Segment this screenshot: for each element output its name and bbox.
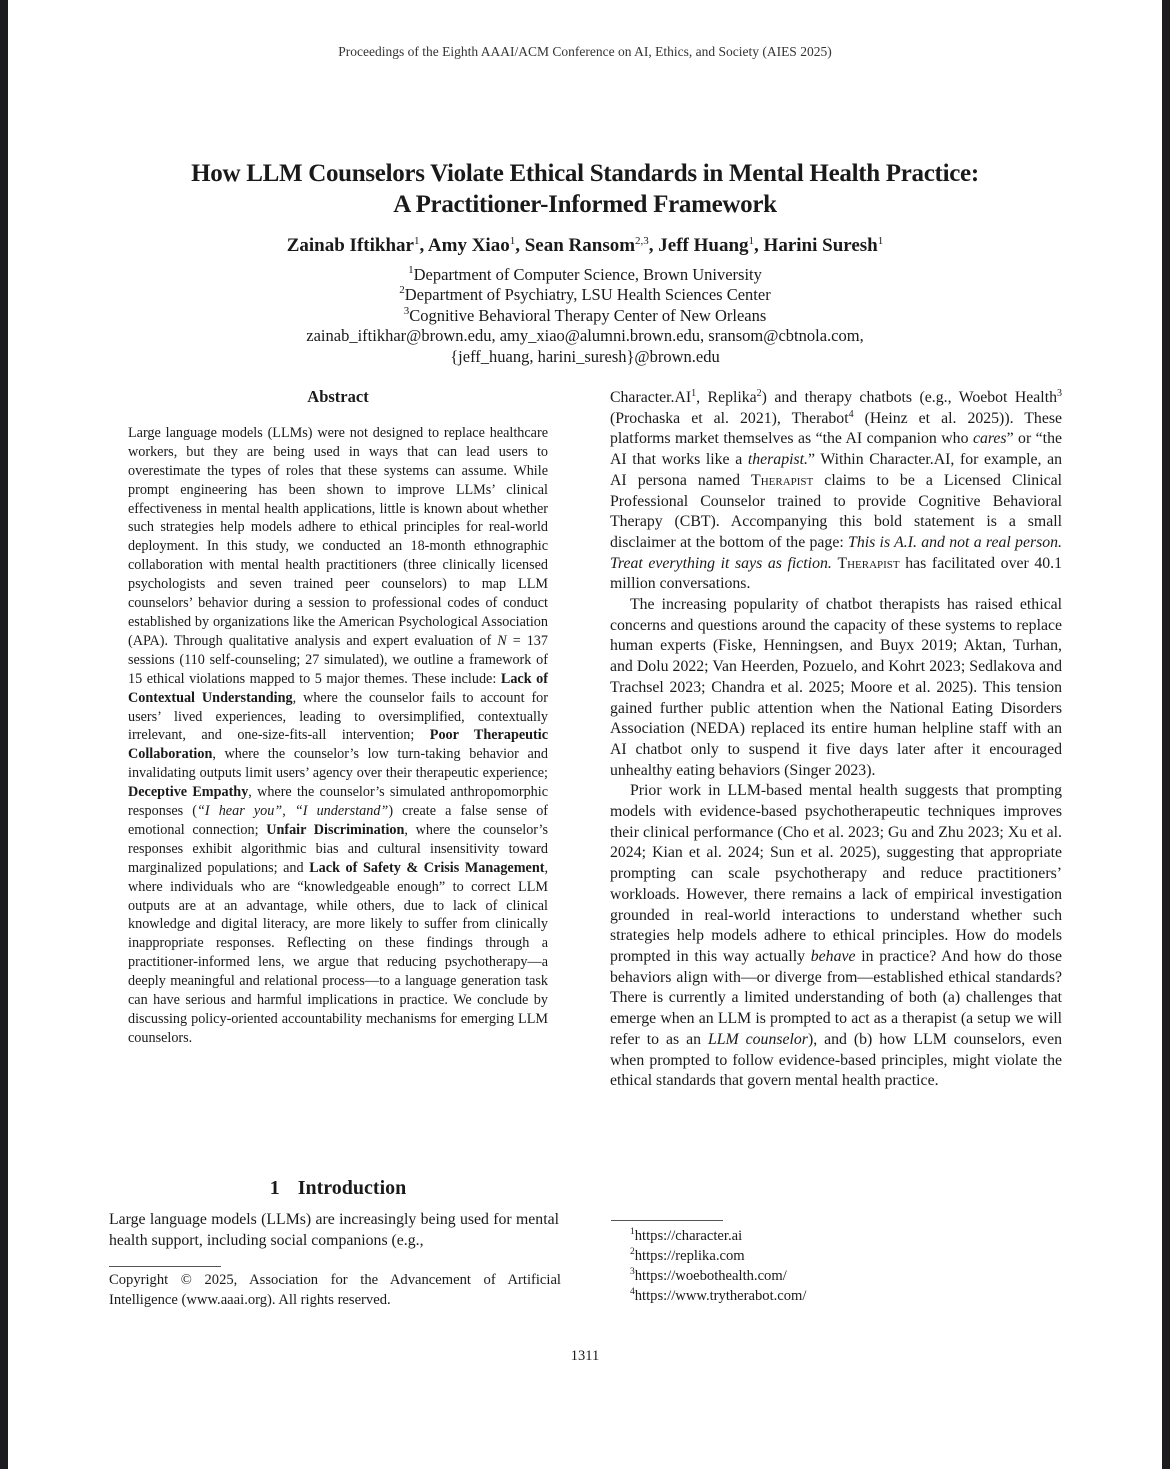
section-number: 1 — [269, 1177, 280, 1199]
text: ” Within Character.AI, for example, an AI persona named — [610, 451, 1062, 489]
footnote-number: 2 — [630, 1247, 635, 1257]
footnote-link[interactable]: https://www.trytherabot.com/ — [634, 1288, 807, 1304]
affiliation-text: Department of Psychiatry, LSU Health Sciences Center — [404, 285, 771, 305]
abstract-text: = 137 sessions (110 self-counseling; 27 simulated), we outline a framework of 15 ethical violations mapped to 5 major themes. These include: — [128, 632, 548, 687]
emails-line-1: zainab_iftikhar@brown.edu, amy_xiao@alumni.brown.edu, sransom@cbtnola.com, — [306, 326, 864, 346]
affiliation — [8, 265, 1162, 285]
text: ) and therapy chatbots (e.g., Woebot Health — [761, 389, 1057, 406]
footnote-link[interactable]: https://woebothealth.com/ — [634, 1268, 787, 1284]
author-affiliation-mark: 1 — [413, 235, 420, 247]
abstract-section — [128, 388, 548, 1048]
quoted-phrase: “I understand” — [294, 803, 389, 820]
abstract-text: , where individuals who are “knowledgeable enough” to correct LLM outputs are at an advantage, while others, due to lack of clinical knowledge and digital literacy, are more likely to suffer from clinically inappropriate responses. Reflecting on these findings through a practitioner-informed lens, we argue that reducing psychotherapy—a deeply meaningful and relational process—to a language generation task can have serious and harmful implications in practice. We conclude by discussing policy-oriented accountability mechanisms for emerging LLM counselors. — [128, 859, 548, 1046]
abstract-heading: Abstract — [307, 387, 369, 406]
footnotes — [630, 1226, 1030, 1306]
paragraph — [610, 388, 1062, 595]
persona-name: Therapist — [751, 471, 814, 489]
abstract-text: , — [282, 803, 295, 820]
affiliation-text: Cognitive Behavioral Therapy Center of New Orleans — [409, 305, 767, 325]
paper-page — [8, 0, 1162, 1469]
abstract-body — [128, 424, 548, 1048]
text: Character.AI — [610, 389, 692, 406]
section-title: Introduction — [297, 1177, 407, 1199]
introduction-text-left: Large language models (LLMs) are increasingly being used for mental health support, including social companions (e.g., — [109, 1211, 559, 1249]
title-line-1: How LLM Counselors Violate Ethical Standards in Mental Health Practice: — [191, 160, 979, 187]
footnote-number: 4 — [630, 1287, 635, 1297]
author-affiliation-mark: 1 — [748, 235, 755, 247]
introduction-text-right — [610, 388, 1062, 1092]
footnote-mark[interactable]: 1 — [691, 388, 697, 399]
abstract-text: ) create a false sense of emotional connection; — [128, 803, 549, 838]
footnote — [630, 1286, 1030, 1306]
affiliation-number: 2 — [399, 284, 405, 297]
footnote-divider — [611, 1220, 723, 1221]
text: (Heinz et al. 2025)). These platforms market themselves as “the AI companion who — [610, 409, 1062, 448]
footnote-link[interactable]: https://replika.com — [634, 1248, 745, 1264]
footnote — [630, 1266, 1030, 1286]
footnote — [630, 1226, 1030, 1246]
author: Harini Suresh — [763, 235, 878, 256]
footnote — [630, 1246, 1030, 1266]
abstract-text: , where the counselor’s responses exhibit algorithmic bias and cultural insensitivity toward marginalized populations; and — [128, 821, 549, 876]
affiliations — [8, 265, 1162, 367]
copyright-notice: Copyright © 2025, Association for the Advancement of Artificial Intelligence (www.aaai.org). All rights reserved. — [109, 1272, 561, 1308]
affiliation — [8, 306, 1162, 326]
page-number: 1311 — [570, 1348, 600, 1364]
abstract-text: , where the counselor’s simulated anthropomorphic responses ( — [128, 784, 549, 820]
theme-term: Lack of Contextual Understanding — [128, 670, 548, 706]
math-variable: N — [497, 632, 507, 649]
title-line-2: A Practitioner-Informed Framework — [393, 191, 777, 218]
text: , Replika — [696, 389, 757, 406]
abstract-text: , where the counselor fails to account for users’ lived experiences, leading to oversimplified, contextually irrelevant, and one-size-fits-all intervention; — [128, 689, 548, 744]
theme-term: Poor Therapeutic Collaboration — [128, 727, 548, 763]
theme-term: Unfair Discrimination — [266, 821, 405, 838]
affiliation — [8, 285, 1162, 305]
emphasis: LLM counselor — [707, 1030, 808, 1048]
text: ), and (b) how LLM counselors, even when prompted to follow evidence-based principles, might violate the ethical standards that govern mental health practice. — [610, 1030, 1062, 1090]
abstract-text: , where the counselor’s low turn-taking behavior and invalidating outputs limit users’ agency over their therapeutic experience; — [128, 746, 548, 782]
emails-line-2: {jeff_huang, harini_suresh}@brown.edu — [450, 346, 720, 366]
theme-term: Lack of Safety & Crisis Management — [309, 859, 545, 876]
affiliation-number: 1 — [408, 264, 414, 276]
footnote-mark[interactable]: 2 — [756, 388, 762, 399]
section-heading-introduction — [108, 1177, 568, 1200]
affiliation-text: Department of Computer Science, Brown University — [413, 265, 762, 284]
author: Sean Ransom — [524, 235, 636, 256]
text: claims to be a Licensed Clinical Professional Counselor trained to provide Cognitive Behavioral Therapy (CBT). Accompanying this bold statement is a small disclaimer at the bottom of the page: — [610, 471, 1063, 551]
footnote-number: 1 — [630, 1227, 635, 1237]
footnote-link[interactable]: https://character.ai — [634, 1228, 743, 1244]
footnote-mark[interactable]: 4 — [848, 408, 854, 420]
author-list: Zainab Iftikhar$^1$, Amy Xiao$^1$, Sean Ransom$^{2,3}$, Jeff Huang$^1$, Harini Suresh$^1$ — [286, 235, 884, 256]
disclaimer-quote: This is A.I. and not a real person. Treat everything it says as fiction. — [610, 533, 1062, 572]
text: in practice? And how do those behaviors align with—or diverge from—established ethical standards? There is currently a limited understanding of both (a) challenges that emerge when an LLM is prompted to act as a therapist (a setup we will refer to as an — [610, 947, 1063, 1048]
author: Jeff Huang — [658, 235, 749, 256]
author: Amy Xiao — [427, 235, 510, 256]
theme-term: Deceptive Empathy — [128, 784, 249, 801]
text: has facilitated over 40.1 million conversations. — [610, 554, 1063, 593]
author-affiliation-mark: 1 — [877, 235, 884, 247]
author-affiliation-mark: 2,3 — [635, 235, 649, 247]
affiliation-number: 3 — [403, 304, 410, 317]
author-affiliation-mark: 1 — [509, 235, 516, 247]
emphasis: therapist. — [747, 451, 808, 469]
emphasis: cares — [972, 430, 1007, 448]
text: ” or “the AI that works like a — [610, 430, 1062, 469]
text: (Prochaska et al. 2021), Therabot — [610, 409, 849, 427]
text: Prior work in LLM-based mental health suggests that prompting models with evidence-based psychotherapeutic techniques improves their clinical performance (Cho et al. 2023; Gu and Zhu 2023; Xu et al. 2024; Kian et al. 2024; Sun et al. 2025), suggesting that appropriate prompting can scale psychotherapy and reduce practitioners’ workloads. However, there remains a lack of empirical investigation grounded in real-world interactions to understand whether such strategies help models adhere to ethical principles. How do models prompted in this way actually — [610, 782, 1062, 965]
paragraph — [610, 781, 1062, 1092]
paragraph: The increasing popularity of chatbot therapists has raised ethical concerns and questions around the capacity of these systems to replace human experts (Fiske, Henningsen, and Buyx 2019; Aktan, Turhan, and Dolu 2022; Van Heerden, Pozuelo, and Kohrt 2023; Sedlakova and Trachsel 2023; Chandra et al. 2025; Moore et al. 2025). This tension gained further public attention when the National Eating Disorders Association (NEDA) replaced its entire human helpline staff with an AI chatbot only to suspend it five days later after it encouraged unhealthy eating behaviors (Singer 2023). — [610, 596, 1062, 779]
paper-title — [8, 158, 1162, 220]
footnote-mark[interactable]: 3 — [1057, 388, 1062, 399]
persona-name: Therapist — [837, 554, 900, 572]
author: Zainab Iftikhar — [286, 235, 414, 256]
emphasis: behave — [810, 947, 856, 965]
footnote-divider — [109, 1266, 221, 1267]
quoted-phrase: “I hear you” — [197, 803, 283, 820]
running-head: Proceedings of the Eighth AAAI/ACM Conference on AI, Ethics, and Society (AIES 2025) — [338, 44, 832, 59]
abstract-text: Large language models (LLMs) were not designed to replace healthcare workers, but they are being used in ways that can lead users to overestimate the types of roles that these systems can assume. While prompt engineering has been shown to improve LLMs’ clinical effectiveness in mental health applications, little is known about whether such strategies help models adhere to ethical principles for real-world deployment. In this study, we conducted an 18-month ethnographic collaboration with mental health practitioners (three clinically licensed psychologists and seven trained peer counselors) to map LLM counselors’ behavior during a session to professional codes of conduct established by organizations like the American Psychological Association (APA). Through qualitative analysis and expert evaluation of — [128, 424, 548, 649]
footnote-number: 3 — [630, 1267, 635, 1277]
